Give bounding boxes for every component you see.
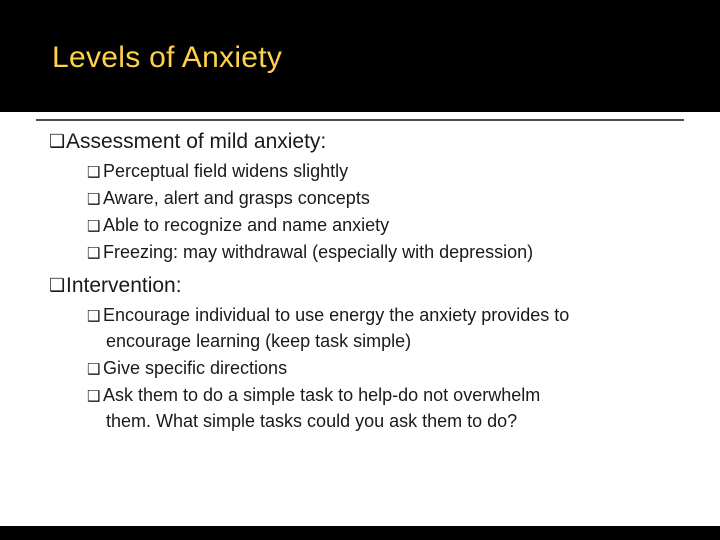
- footer-band: [0, 526, 720, 540]
- list-item: [0, 355, 720, 381]
- checkbox-bullet-icon: ❑: [87, 163, 101, 181]
- list-item: [0, 302, 720, 354]
- list-item: [0, 272, 720, 300]
- list-item-label: Perceptual field widens slightly: [103, 161, 349, 181]
- slide-body: [0, 128, 720, 435]
- checkbox-bullet-icon: ❑: [87, 244, 101, 262]
- list-item: [0, 212, 720, 238]
- checkbox-bullet-icon: ❑: [49, 275, 66, 296]
- title-divider: [36, 119, 684, 121]
- list-item-label: Ask them to do a simple task to help-do not overwhelm: [103, 385, 541, 405]
- list-item-label: Aware, alert and grasps concepts: [103, 188, 370, 208]
- list-item-label: Assessment of mild anxiety:: [66, 130, 327, 153]
- list-item-label: Encourage individual to use energy the anxiety provides to: [103, 305, 570, 325]
- list-item-label: Intervention:: [66, 274, 182, 297]
- checkbox-bullet-icon: ❑: [87, 217, 101, 235]
- list-item: [0, 239, 720, 265]
- list-item: [0, 185, 720, 211]
- list-item-label: Freezing: may withdrawal (especially with depression): [103, 242, 534, 262]
- list-item-label: Give specific directions: [103, 358, 288, 378]
- page-title: Levels of Anxiety: [52, 41, 283, 74]
- list-item: [0, 128, 720, 156]
- checkbox-bullet-icon: ❑: [49, 131, 66, 152]
- checkbox-bullet-icon: ❑: [87, 307, 101, 325]
- checkbox-bullet-icon: ❑: [87, 387, 101, 405]
- list-item-label: Able to recognize and name anxiety: [103, 215, 390, 235]
- list-item: [0, 158, 720, 184]
- checkbox-bullet-icon: ❑: [87, 190, 101, 208]
- list-item-continuation: encourage learning (keep task simple): [106, 331, 412, 351]
- list-item: [0, 382, 720, 434]
- list-item-continuation: them. What simple tasks could you ask them to do?: [106, 411, 518, 431]
- checkbox-bullet-icon: ❑: [87, 360, 101, 378]
